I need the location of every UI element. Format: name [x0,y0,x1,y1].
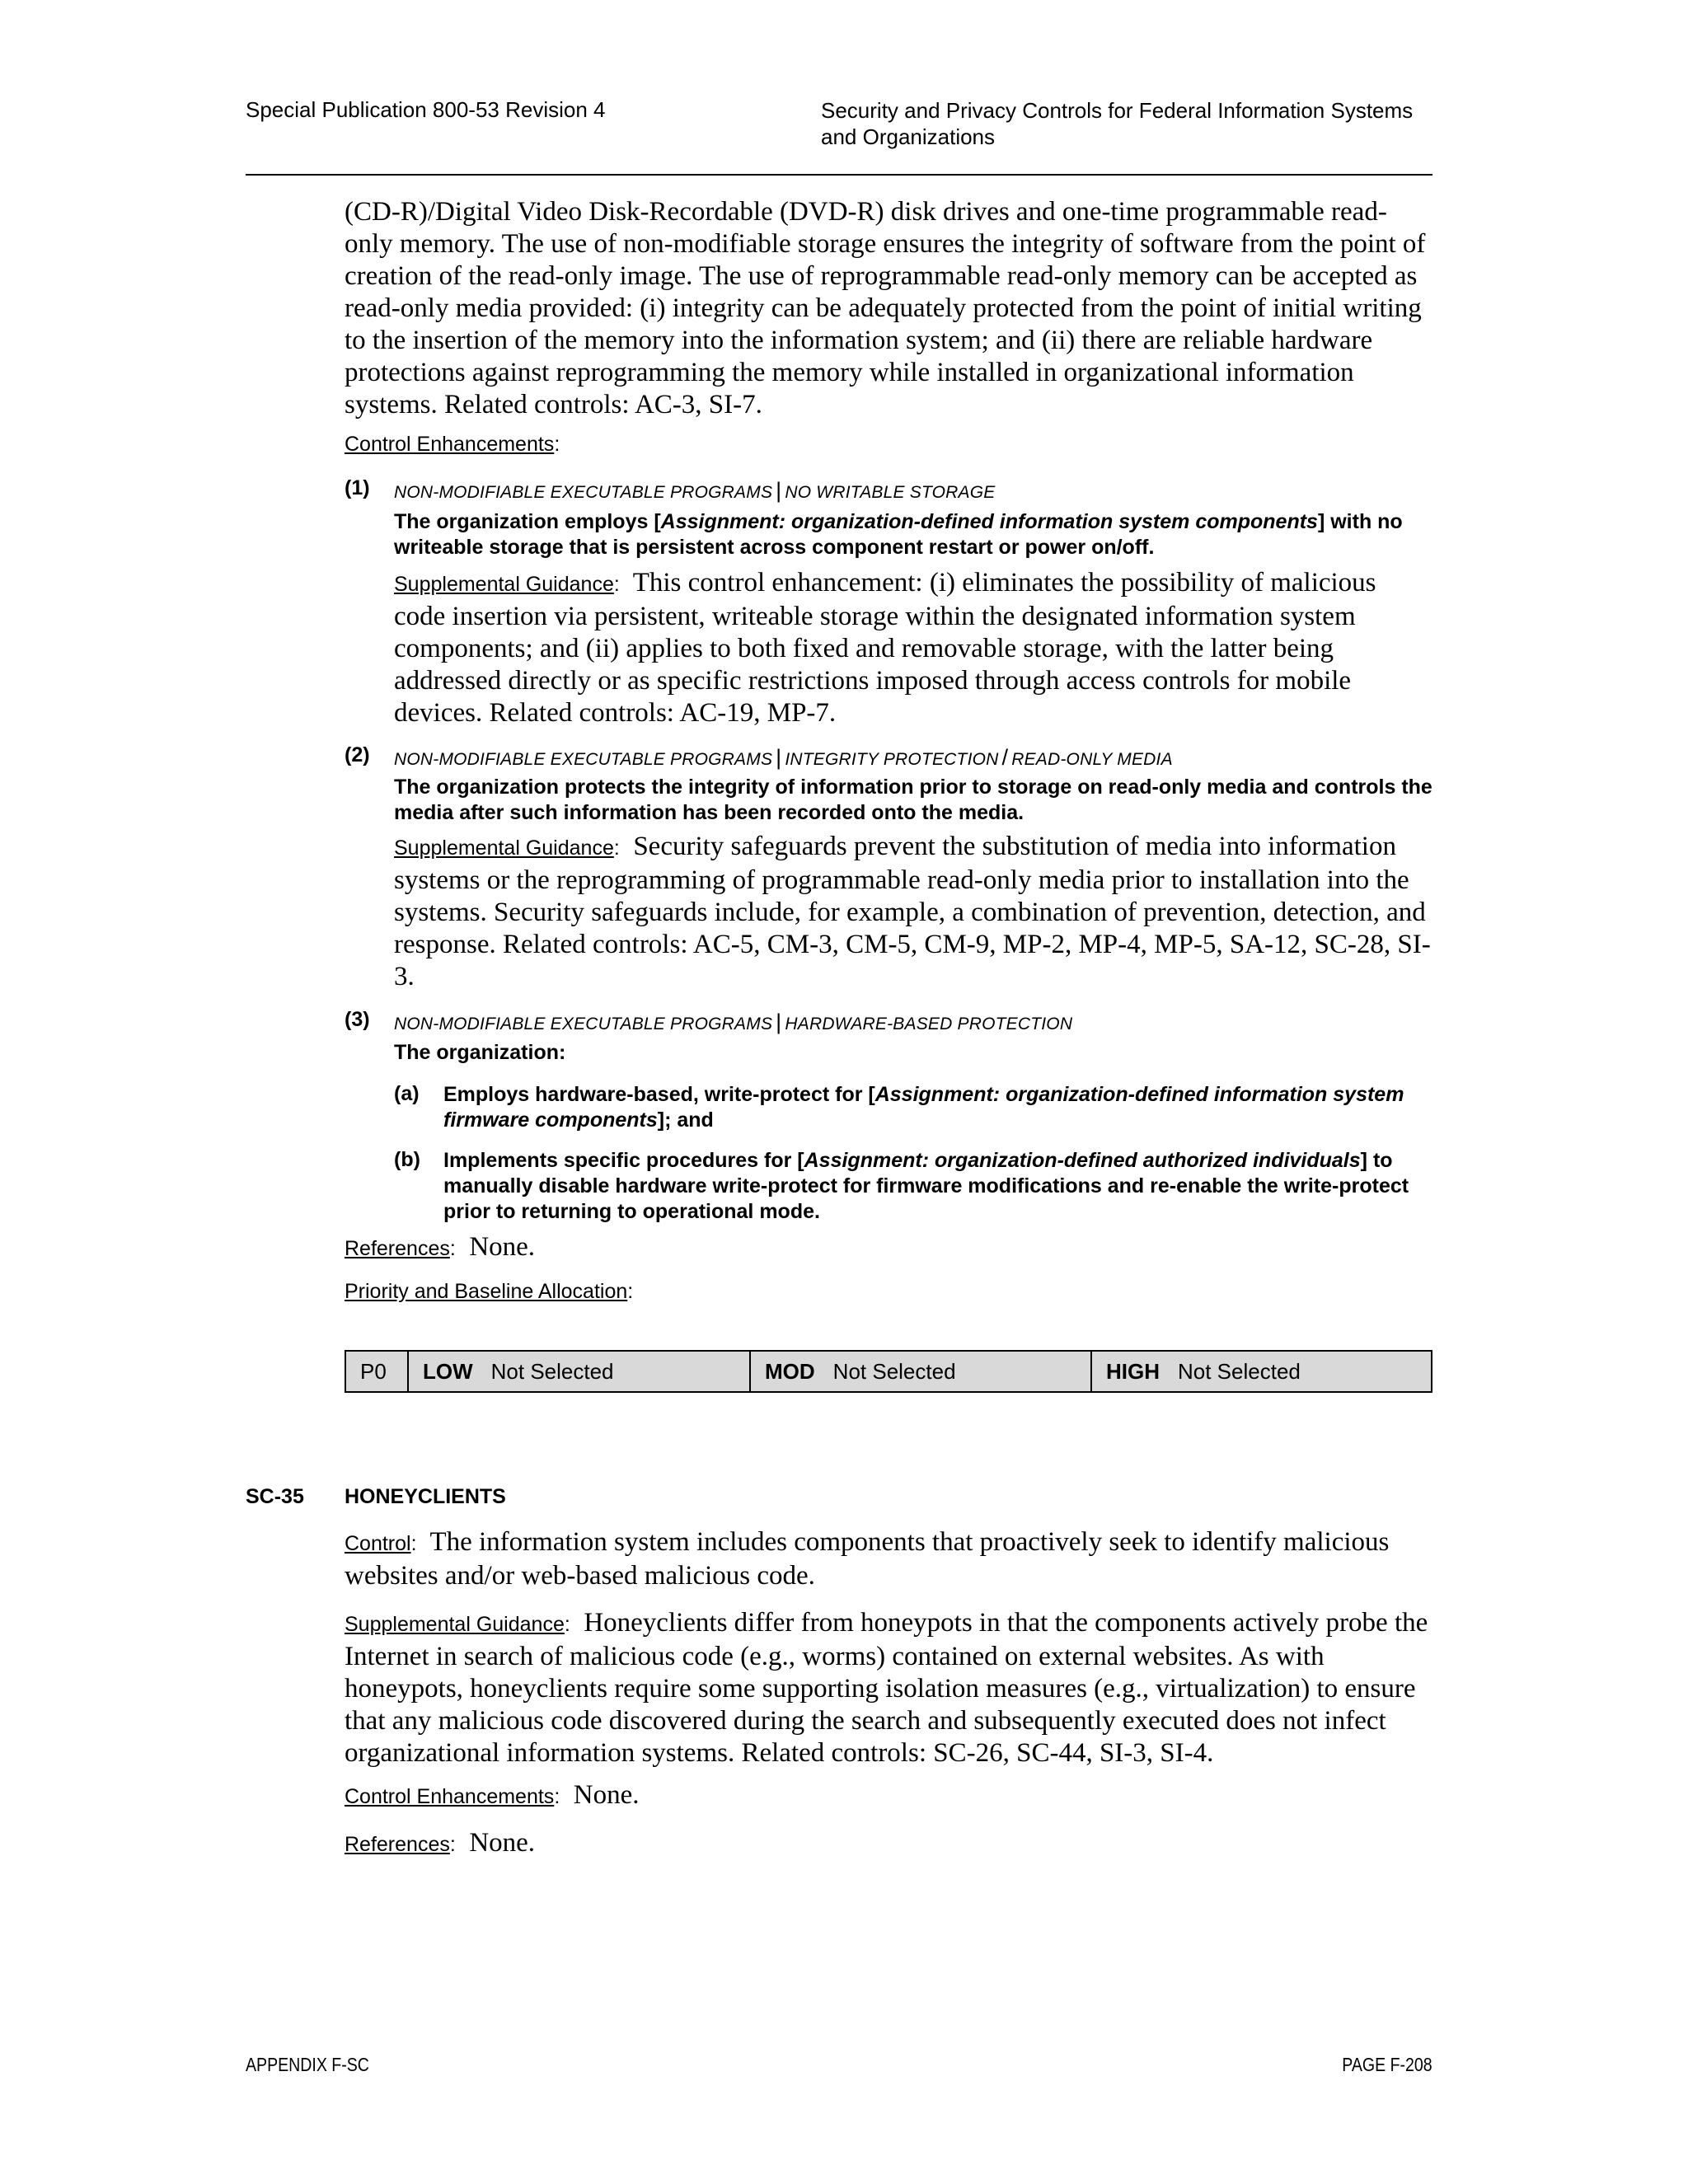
enhancement-3-title-b: HARDWARE-BASED PROTECTION [785,1015,1073,1033]
enhancement-1-title-a: NON-MODIFIABLE EXECUTABLE PROGRAMS [394,483,773,502]
enhancement-2-title-c: READ-ONLY MEDIA [1011,750,1173,769]
colon: : [449,1833,456,1856]
enhancement-1-title-b: NO WRITABLE STORAGE [785,483,996,502]
enhancement-3-statement: The organization: [394,1041,566,1064]
footer-appendix: APPENDIX F-SC [246,2054,369,2075]
title-separator: | [776,745,782,770]
header-title [821,97,1447,150]
stmt-assignment: Assignment: organization-defined information system components [660,510,1318,533]
colon: : [554,433,560,456]
baseline-allocation-table [345,1350,1432,1393]
enhancement-3-item-a [443,1082,1432,1133]
enhancement-3-number: (3) [345,1008,370,1031]
supplemental-guidance-label: Supplemental Guidance [394,837,614,860]
control-text: The information system includes components that proactively seek to identify malicious websites and/or web-based malicious code. [345,1527,1390,1591]
references-value: None. [469,1828,536,1858]
priority-baseline-link: Priority and Baseline Allocation [345,1280,628,1303]
item-assignment: Assignment: organization-defined information system firmware components [443,1083,1404,1132]
priority-cell [346,1352,409,1391]
section-guidance [345,1607,1432,1769]
low-value: Not Selected [490,1358,614,1384]
low-cell [409,1352,751,1391]
high-label: HIGH [1106,1358,1160,1384]
intro-paragraph: (CD-R)/Digital Video Disk-Recordable (DVD-R) disk drives and one-time programmable read-only memory. The use of non-modifiable storage ensures the integrity of software from the point of creation of the read-only image. The use of reprogrammable read-only memory can be accepted as read-only media provided: (i) integrity can be adequately protected from the point of initial writing to the insertion of the memory into the information system; and (ii) there are reliable hardware protections against reprogramming the memory while installed in organizational information systems. Related controls: AC-3, SI-7. [345,197,1426,419]
colon: : [554,1785,560,1808]
enhancement-2-guidance [394,831,1434,993]
mod-value: Not Selected [832,1358,956,1384]
item-assignment: Assignment: organization-defined authorized individuals [804,1149,1361,1172]
enhancement-3-item-b-label: (b) [394,1148,420,1171]
guidance-text: This control enhancement: (i) eliminates the possibility of malicious code insertion via persistent, writeable storage within the designated information system components; and (ii) applies to both fixed and removable storage, with the latter being addressed directly or as specific restrictions imposed through access controls for mobile devices. Related controls: AC-19, MP-7. [394,568,1376,728]
footer-page-number: PAGE F-208 [1342,2054,1432,2075]
guidance-text: Security safeguards prevent the substitution of media into information systems or the reprogramming of programmable read-only media prior to installation into the systems. Security safeguards include, for example, a combination of prevention, detection, and response. Related controls: AC-5, CM-3, CM-5, CM-9, MP-2, MP-4, MP-5, SA-12, SC-28, SI-3. [394,832,1431,991]
enhancement-3-title [394,1010,1072,1035]
low-label: LOW [423,1358,473,1384]
colon: : [627,1280,634,1303]
enhancements-value: None. [573,1780,640,1810]
section-enhancements [345,1779,1432,1813]
supplemental-guidance-label: Supplemental Guidance [345,1613,565,1636]
item-post: ]; and [657,1108,714,1132]
supplemental-guidance-label: Supplemental Guidance [394,573,614,596]
item-post: ] to manually disable hardware write-protect for firmware modifications and re-enable the write-protect prior to returning to operational mode. [443,1149,1409,1223]
stmt-post: ] with no writeable storage that is persistent across component restart or power on/off. [394,510,1403,559]
colon: : [564,1613,570,1636]
item-pre: Employs hardware-based, write-protect for [ [443,1083,875,1106]
enhancement-2-title-b: INTEGRITY PROTECTION [785,750,999,769]
header-publication: Special Publication 800-53 Revision 4 [246,97,606,122]
colon: : [613,837,620,860]
enhancement-3-item-b [443,1148,1432,1225]
control-enhancements-link: Control Enhancements [345,433,555,456]
mod-cell [751,1352,1092,1391]
enhancement-1-title [394,478,995,504]
enhancement-3-title-a: NON-MODIFIABLE EXECUTABLE PROGRAMS [394,1015,773,1033]
enhancement-2-statement: The organization protects the integrity of information prior to storage on read-only media and controls the media after such information has been recorded onto the media. [394,776,1432,824]
section-control [345,1526,1432,1592]
title-separator: | [776,478,782,503]
stmt-pre: The organization employs [ [394,510,661,533]
control-enhancements-label: Control Enhancements [345,1785,555,1808]
priority-baseline-label [345,1280,633,1304]
item-pre: Implements specific procedures for [ [443,1149,804,1172]
priority-value: P0 [360,1358,387,1384]
mod-label: MOD [765,1358,815,1384]
section-references [345,1827,1432,1861]
header-rule [246,174,1432,176]
enhancement-2-number: (2) [345,743,370,766]
high-cell [1092,1352,1431,1391]
enhancement-2-title [394,745,1173,771]
enhancement-1-number: (1) [345,476,370,499]
header-title-line2: and Organizations [821,124,996,149]
control-enhancements-label [345,433,560,457]
section-id: SC-35 [246,1485,304,1508]
enhancement-1-statement [394,509,1434,560]
references-label: References [345,1833,450,1856]
enhancement-3-item-a-label: (a) [394,1082,420,1105]
colon: : [410,1532,417,1555]
title-separator-slash: / [1001,745,1009,770]
enhancement-1-guidance [394,567,1434,729]
header-title-line1: Security and Privacy Controls for Federal Information Systems [821,98,1414,123]
colon: : [613,573,620,596]
control-label: Control [345,1532,411,1555]
title-separator: | [776,1010,782,1034]
references-label: References [345,1237,450,1260]
guidance-text: Honeyclients differ from honeypots in that the components actively probe the Internet in search of malicious code (e.g., worms) contained on external websites. As with honeypots, honeyclients require some supporting isolation measures (e.g., virtualization) to ensure that any malicious code discovered during the search and subsequently executed does not infect organizational information systems. Related controls: SC-26, SC-44, SI-3, SI-4. [345,1608,1428,1768]
colon: : [449,1237,456,1260]
section-title: HONEYCLIENTS [345,1485,506,1508]
references-value: None. [469,1232,536,1262]
enhancement-2-title-a: NON-MODIFIABLE EXECUTABLE PROGRAMS [394,750,773,769]
high-value: Not Selected [1178,1358,1301,1384]
references-line [345,1231,1432,1265]
